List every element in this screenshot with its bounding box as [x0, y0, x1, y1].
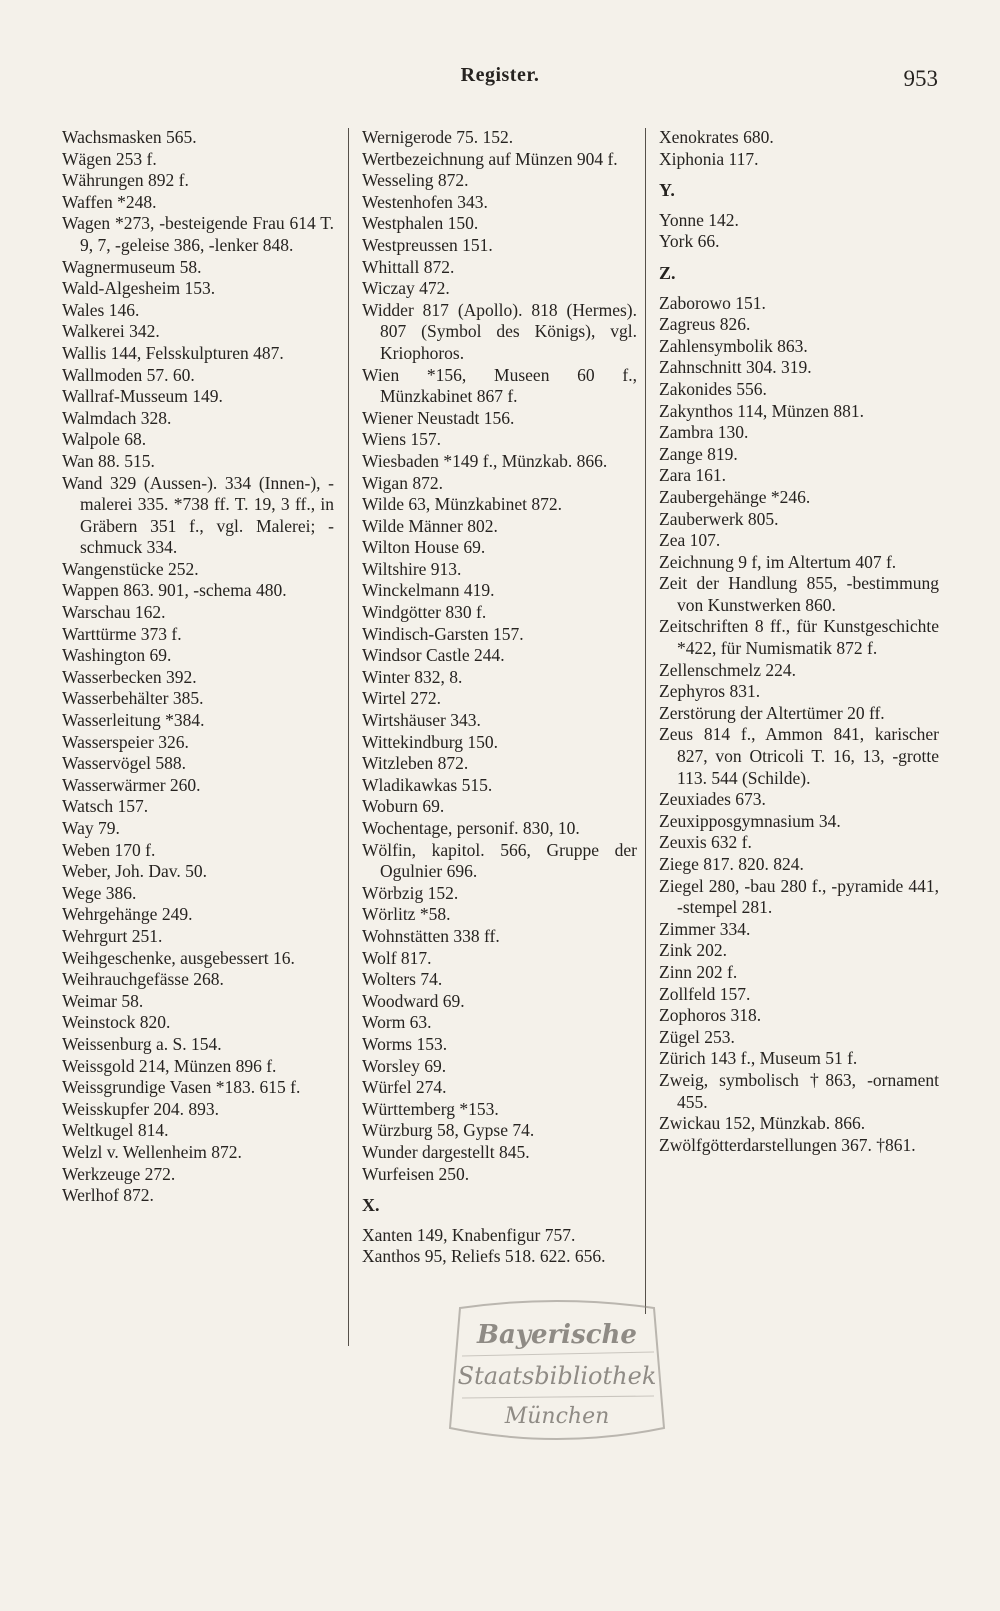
index-entry: Washington 69. [62, 645, 172, 666]
index-entry: Zügel 253. [659, 1026, 735, 1047]
index-entry: Wasservögel 588. [62, 753, 186, 774]
index-entry: Xiphonia 117. [659, 148, 759, 169]
index-entry: Württemberg *153. [362, 1098, 499, 1119]
index-entry: Zeuxis 632 f. [659, 832, 752, 853]
index-entry: Zerstörung der Altertümer 20 ff. [659, 702, 885, 723]
index-entry: Zephyros 831. [659, 681, 761, 702]
stamp-line: Staatsbibliothek [457, 1362, 657, 1390]
index-entry: Wien *156, Museen 60 f., Münzkabinet 867 f. [362, 364, 637, 407]
index-entry: Walmdach 328. [62, 407, 172, 428]
index-entry: Weinstock 820. [62, 1012, 171, 1033]
index-entry: Winter 832, 8. [362, 666, 463, 687]
index-entry: Zürich 143 f., Museum 51 f. [659, 1048, 858, 1069]
index-entry: Wigan 872. [362, 472, 443, 493]
index-entry: Wörbzig 152. [362, 882, 459, 903]
index-entry: Way 79. [62, 818, 120, 838]
index-entry: Zeuxipposgymnasium 34. [659, 810, 841, 831]
index-entry: Worms 153. [362, 1033, 448, 1054]
index-entry: Zink 202. [659, 940, 728, 961]
index-entry: Wiltshire 913. [362, 558, 462, 579]
index-entry: Wasserbecken 392. [62, 666, 197, 687]
index-entry: Weisskupfer 204. 893. [62, 1098, 220, 1119]
index-entry: Zange 819. [659, 443, 738, 464]
index-entry: Wallis 144, Felsskulpturen 487. [62, 342, 284, 363]
index-entry: Wilde 63, Münzkabinet 872. [362, 494, 563, 515]
index-entry: Wilde Männer 802. [362, 515, 498, 536]
index-entry: Weissgrundige Vasen *183. 615 f. [62, 1077, 301, 1098]
index-entry: Wirtel 272. [362, 688, 441, 709]
library-stamp [432, 1300, 682, 1450]
index-entry: Weben 170 f. [62, 839, 156, 860]
index-entry: Wilton House 69. [362, 537, 486, 558]
index-entry: Whittall 872. [362, 256, 455, 277]
index-entry: Wolters 74. [362, 969, 443, 990]
index-entry: Widder 817 (Apollo). 818 (Hermes). 807 (Symbol des Königs), vgl. Kriophoros. [362, 299, 637, 363]
index-entry: Würfel 274. [362, 1077, 447, 1098]
index-entry: Zara 161. [659, 465, 727, 486]
index-entry: Zakonides 556. [659, 378, 767, 399]
index-entry: Wasserwärmer 260. [62, 774, 201, 795]
index-entry: Wägen 253 f. [62, 148, 157, 169]
index-entry: Warschau 162. [62, 602, 166, 623]
index-entry: Welzl v. Wellenheim 872. [62, 1141, 242, 1162]
index-entry: Wertbezeichnung auf Münzen 904 f. [362, 148, 618, 169]
index-entry: Woodward 69. [362, 990, 465, 1011]
index-entry: Wagnermuseum 58. [62, 256, 202, 277]
index-entry: Zeus 814 f., Ammon 841, karischer 827, von Otricoli T. 16, 13, -grotte 113. 544 (Schilde). [659, 724, 939, 788]
index-entry: Wesseling 872. [362, 170, 469, 191]
index-column-1 [62, 127, 334, 1207]
index-entry: Zeit der Handlung 855, -bestimmung von Kunstwerken 860. [659, 573, 939, 615]
index-entry: Wachsmasken 565. [62, 127, 197, 147]
index-entry: Weimar 58. [62, 990, 144, 1011]
index-entry: Wurfeisen 250. [362, 1163, 470, 1184]
index-entry: Werkzeuge 272. [62, 1163, 176, 1184]
index-entry: Wand 329 (Aussen-). 334 (Innen-), -malerei 335. *738 ff. T. 19, 3 ff., in Gräbern 351 f., vgl. Malerei; -schmuck 334. [62, 472, 334, 558]
index-entry: York 66. [659, 231, 720, 252]
index-entry: Wallmoden 57. 60. [62, 364, 195, 385]
index-entry: Westphalen 150. [362, 213, 479, 234]
index-entry: Weihrauchgefässe 268. [62, 969, 224, 990]
column-divider [348, 128, 349, 1346]
index-entry: Wirtshäuser 343. [362, 710, 481, 731]
index-entry: Zeuxiades 673. [659, 789, 766, 810]
index-entry: Ziege 817. 820. 824. [659, 854, 804, 874]
index-entry: Wiener Neustadt 156. [362, 407, 515, 428]
index-entry: Wiczay 472. [362, 278, 450, 299]
index-entry: Wan 88. 515. [62, 450, 155, 471]
index-entry: Windsor Castle 244. [362, 645, 505, 666]
index-entry: Xenokrates 680. [659, 127, 774, 147]
index-entry: Wasserbehälter 385. [62, 688, 204, 709]
index-entry: Wiens 157. [362, 429, 442, 450]
index-entry: Wald-Algesheim 153. [62, 278, 216, 299]
index-entry: Zeichnung 9 f, im Altertum 407 f. [659, 551, 897, 572]
index-entry: Zophoros 318. [659, 1005, 762, 1026]
index-entry: Zagreus 826. [659, 314, 751, 335]
index-entry: Westpreussen 151. [362, 234, 493, 255]
index-entry: Windisch-Garsten 157. [362, 623, 524, 644]
index-entry: Woburn 69. [362, 796, 445, 817]
index-entry: Wernigerode 75. 152. [362, 127, 514, 147]
index-entry: Zea 107. [659, 530, 721, 551]
index-entry: Werlhof 872. [62, 1185, 154, 1206]
index-entry: Währungen 892 f. [62, 170, 189, 191]
stamp-line: München [504, 1404, 610, 1429]
index-entry: Waffen *248. [62, 191, 157, 212]
index-entry: Xanthos 95, Reliefs 518. 622. 656. [362, 1246, 606, 1267]
index-entry: Wappen 863. 901, -schema 480. [62, 580, 287, 601]
index-entry: Worsley 69. [362, 1055, 447, 1076]
running-title: Register. [460, 64, 540, 86]
index-entry: Würzburg 58, Gypse 74. [362, 1120, 535, 1141]
index-entry: Winckelmann 419. [362, 580, 495, 601]
index-entry: Wittekindburg 150. [362, 731, 499, 752]
index-entry: Wolf 817. [362, 947, 432, 968]
index-entry: Weihgeschenke, ausgebessert 16. [62, 947, 295, 968]
index-entry: Weber, Joh. Dav. 50. [62, 861, 207, 882]
index-entry: Wehrgehänge 249. [62, 904, 193, 925]
index-entry: Weissenburg a. S. 154. [62, 1033, 222, 1054]
index-entry: Warttürme 373 f. [62, 623, 182, 644]
index-entry: Zellenschmelz 224. [659, 659, 797, 680]
index-column-2 [362, 127, 637, 1268]
index-entry: Zambra 130. [659, 422, 749, 443]
index-entry: Wörlitz *58. [362, 904, 451, 925]
index-entry: Wohnstätten 338 ff. [362, 925, 500, 946]
index-entry: Weissgold 214, Münzen 896 f. [62, 1055, 277, 1076]
index-entry: Zwölfgötterdarstellungen 367. †861. [659, 1134, 916, 1155]
index-entry: Westenhofen 343. [362, 191, 488, 212]
index-entry: Zeitschriften 8 ff., für Kunstgeschichte *422, für Numismatik 872 f. [659, 616, 939, 659]
index-entry: Zwickau 152, Münzkab. 866. [659, 1113, 866, 1134]
column-divider [645, 128, 646, 1314]
index-entry: Watsch 157. [62, 796, 149, 817]
running-head [0, 64, 1000, 94]
index-entry: Weltkugel 814. [62, 1120, 169, 1141]
index-entry: Wochentage, personif. 830, 10. [362, 818, 580, 838]
index-entry: Wangenstücke 252. [62, 558, 199, 579]
index-column-3 [659, 127, 939, 1156]
index-entry: Xanten 149, Knabenfigur 757. [362, 1224, 576, 1245]
index-entry: Wales 146. [62, 299, 140, 320]
index-entry: Windgötter 830 f. [362, 602, 487, 623]
index-entry: Wege 386. [62, 882, 137, 903]
index-entry: Wehrgurt 251. [62, 925, 163, 946]
index-entry: Wagen *273, -besteigende Frau 614 T. 9, 7, -geleise 386, -lenker 848. [62, 213, 334, 255]
index-entry: Ziegel 280, -bau 280 f., -pyramide 441, -stempel 281. [659, 875, 939, 918]
index-entry: Walpole 68. [62, 429, 147, 450]
index-entry: Zinn 202 f. [659, 961, 738, 982]
index-entry: Zaborowo 151. [659, 292, 766, 313]
letter-heading: X. [362, 1195, 380, 1216]
index-entry: Wasserspeier 326. [62, 731, 189, 752]
index-entry: Wunder dargestellt 845. [362, 1141, 530, 1162]
index-entry: Wallraf-Musseum 149. [62, 386, 223, 407]
index-entry: Wiesbaden *149 f., Münzkab. 866. [362, 450, 608, 471]
index-entry: Wasserleitung *384. [62, 710, 205, 731]
index-entry: Worm 63. [362, 1012, 432, 1033]
index-entry: Wölfin, kapitol. 566, Gruppe der Ogulnier 696. [362, 839, 637, 882]
stamp-line: Bayerische [477, 1320, 637, 1350]
index-entry: Wladikawkas 515. [362, 774, 493, 795]
letter-heading: Z. [659, 262, 676, 283]
index-entry: Zahnschnitt 304. 319. [659, 357, 812, 378]
index-entry: Zweig, symbolisch †863, -ornament 455. [659, 1069, 939, 1112]
index-entry: Zauberwerk 805. [659, 508, 779, 529]
letter-heading: Y. [659, 180, 675, 201]
index-entry: Zaubergehänge *246. [659, 486, 811, 507]
index-entry: Zollfeld 157. [659, 983, 751, 1004]
index-entry: Zakynthos 114, Münzen 881. [659, 400, 864, 421]
page-number: 953 [903, 66, 938, 91]
index-entry: Witzleben 872. [362, 753, 469, 774]
index-entry: Zimmer 334. [659, 918, 751, 939]
index-entry: Yonne 142. [659, 209, 739, 230]
index-entry: Walkerei 342. [62, 321, 160, 342]
index-entry: Zahlensymbolik 863. [659, 335, 808, 356]
